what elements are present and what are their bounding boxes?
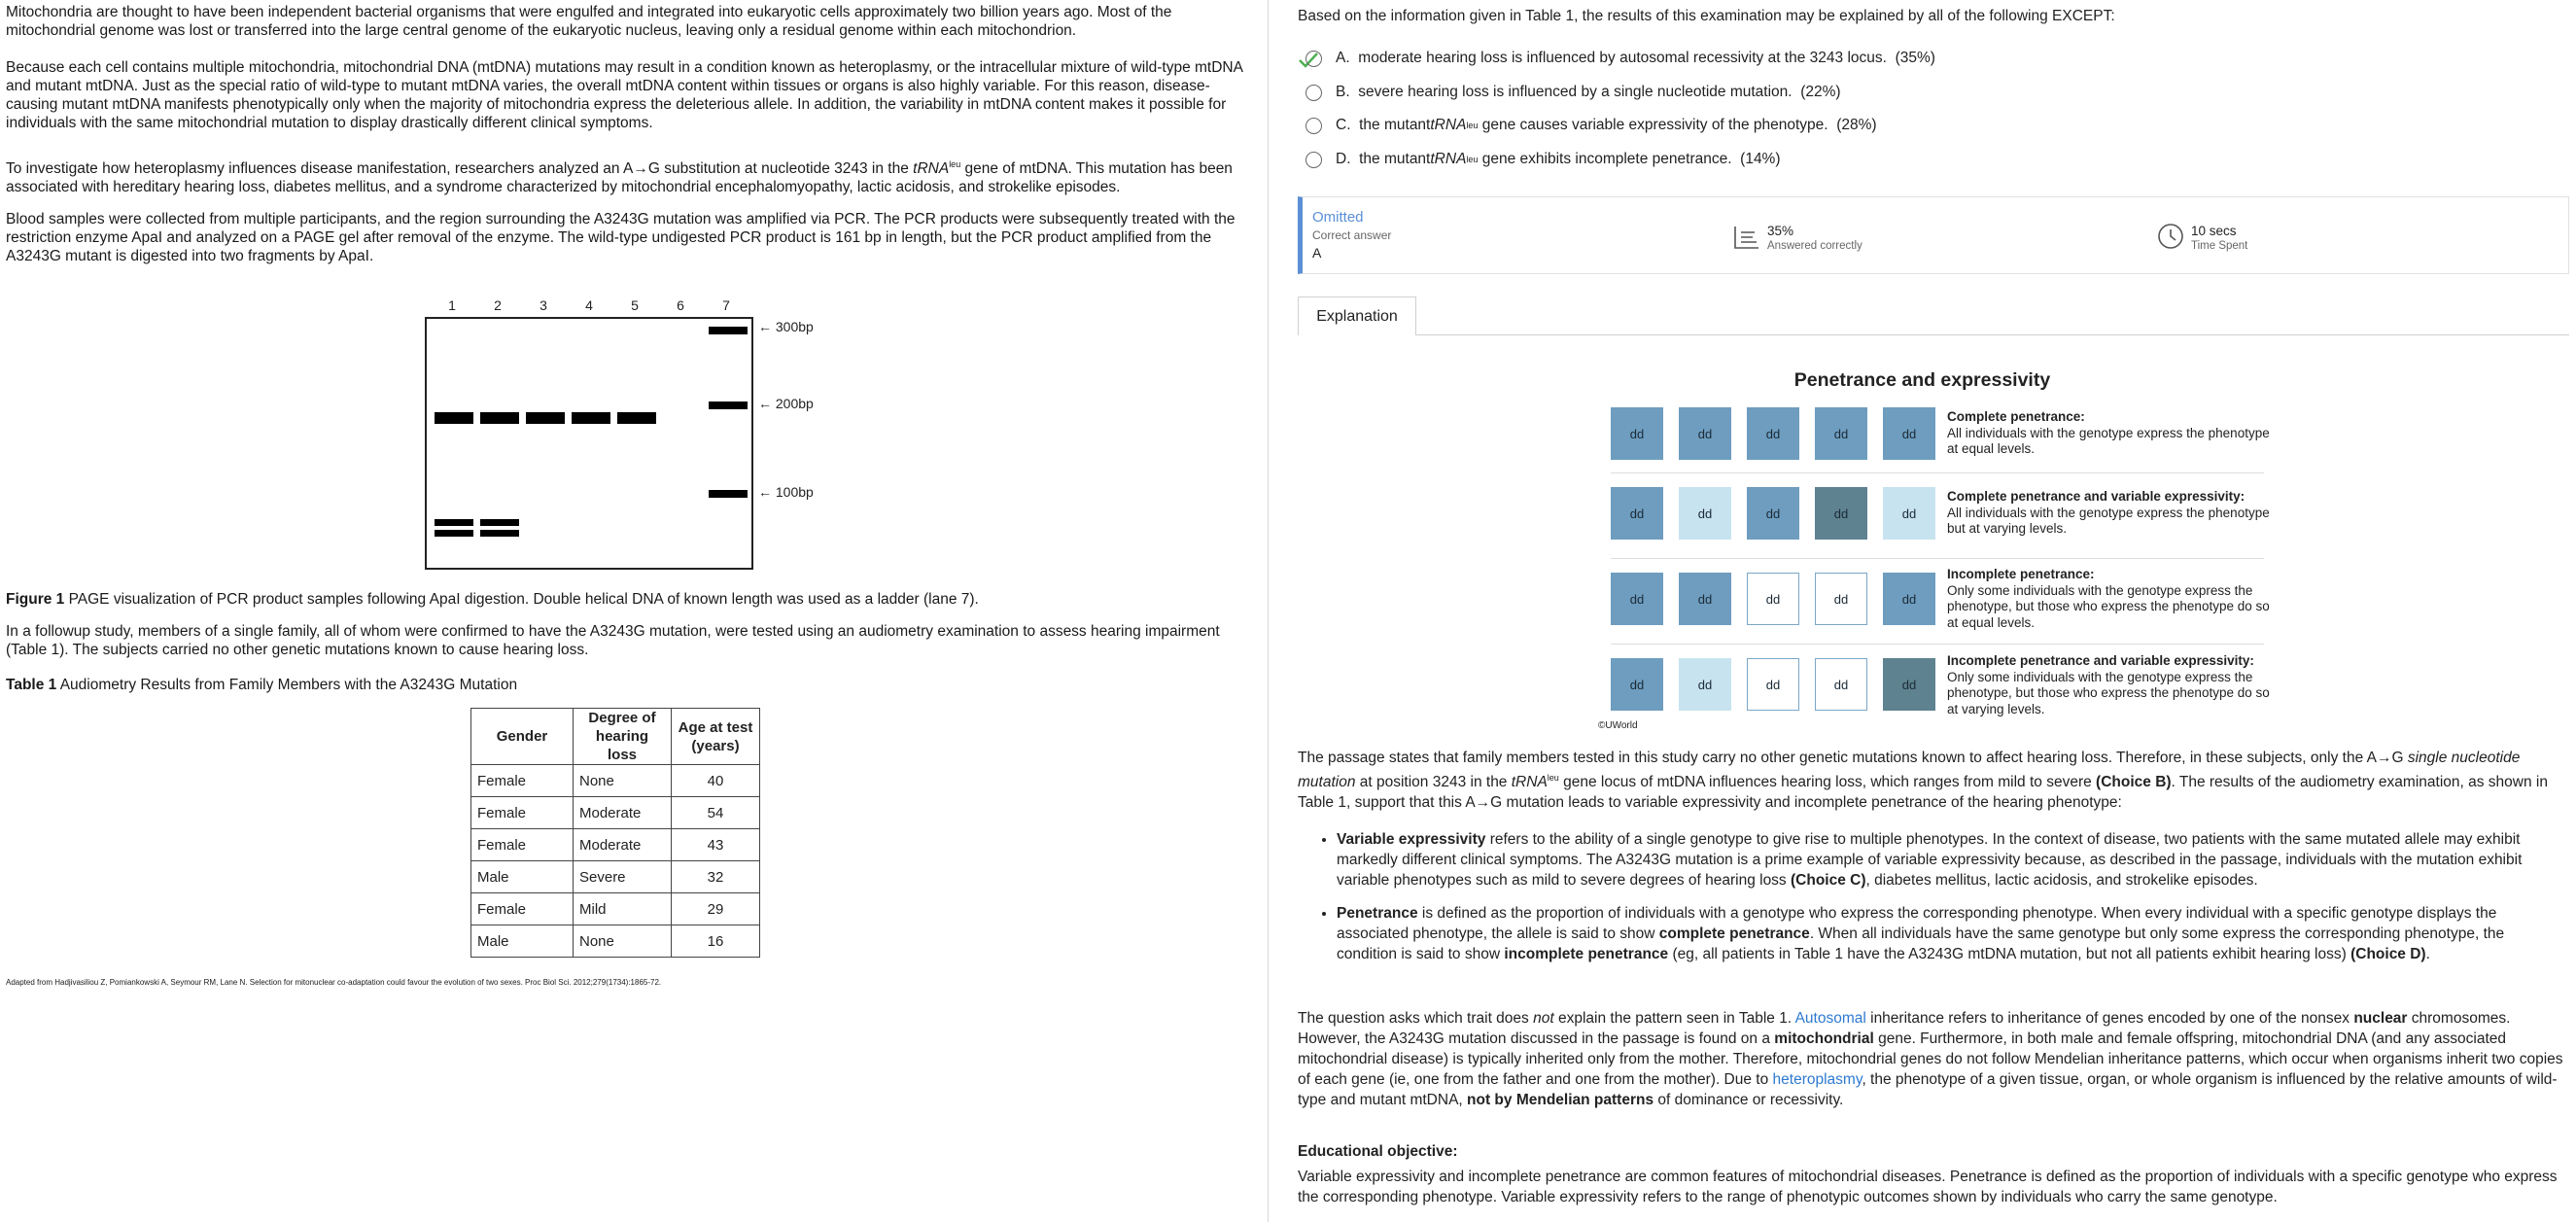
ladder-label-100: ← 100bp — [758, 484, 814, 500]
figure-separator — [1611, 644, 2264, 645]
lane-number: 4 — [585, 297, 593, 313]
band-161bp — [572, 412, 610, 424]
genotype-cell: dd — [1747, 573, 1799, 625]
gene-superscript: leu — [1466, 121, 1479, 130]
genotype-cell: dd — [1611, 487, 1663, 540]
table-cell: None — [574, 765, 672, 797]
question-pane[interactable] — [1269, 0, 2576, 1222]
time-value: 10 secs — [2191, 224, 2237, 238]
answer-option-c[interactable] — [1305, 114, 1877, 137]
table-cell: 32 — [672, 861, 760, 893]
passage-p5: In a followup study, members of a single family, all of whom were confirmed to have the A3243G mutation, were tested using an audiometry examination to assess hearing impairment (Table 1). The subjects carried no other genetic mutations known to cause hearing loss. — [6, 623, 1220, 658]
figure-row-text: Incomplete penetrance and variable expressivity: Only some individuals with the genotype express the phenotype, but those who express the phenotype do so at varying levels. — [1947, 653, 2270, 716]
table-cell: 29 — [672, 893, 760, 925]
time-label: Time Spent — [2191, 240, 2248, 252]
link-heteroplasmy[interactable]: heteroplasmy — [1772, 1071, 1862, 1088]
genotype-cell: dd — [1611, 573, 1663, 625]
tab-divider — [1298, 334, 2569, 335]
genotype-cell: dd — [1815, 487, 1867, 540]
table-cell: Moderate — [574, 797, 672, 829]
genotype-cell: dd — [1815, 658, 1867, 711]
band-fragment — [435, 530, 473, 537]
option-percent: (35%) — [1895, 50, 1935, 66]
gel-box — [425, 317, 753, 570]
lane-number: 3 — [540, 297, 547, 313]
time-block — [2191, 224, 2247, 252]
gene-superscript: leu — [1466, 155, 1479, 164]
band-fragment — [435, 519, 473, 526]
ladder-label-200: ← 200bp — [758, 396, 814, 411]
table-row — [471, 797, 760, 829]
genotype-cell: dd — [1611, 658, 1663, 711]
passage-pane[interactable] — [0, 0, 1269, 1222]
educational-objective-text: Variable expressivity and incomplete penetrance are common features of mitochondrial diseases. Penetrance is defined as the proportion of individuals with a specific genotype who express the corresponding phenotype. Variable expressivity refers to the range of phenotypic outcomes shown by individuals who carry the same genotype. — [1298, 1169, 2558, 1205]
table-row — [471, 893, 760, 925]
status-text: Omitted — [1312, 209, 1364, 226]
genotype-cell: dd — [1747, 658, 1799, 711]
explanation-p2: The question asks which trait does not explain the pattern seen in Table 1. Autosomal inheritance refers to inheritance of genes encoded by one of the nonsex nuclear chromosomes. However, the A3243G mutation discussed in the passage is found on a mitochondrial gene. Furthermore, in both male and female offspring, mitochondrial DNA (and any associated mitochondrial disease) is typically inherited only from the mother. Therefore, mitochondrial genes do not follow Mendelian inheritance patterns, which occur when organisms inherit two copies of each gene (ie, one from the father and one from the mother). Due to heteroplasmy, the phenotype of a given tissue, organ, or whole organism is influenced by the relative amounts of wild-type and mutant mtDNA, not by Mendelian patterns of dominance or recessivity. — [1298, 1010, 2563, 1108]
answer-stats-bar — [1298, 196, 2569, 274]
table-row — [471, 829, 760, 861]
radio-button[interactable] — [1305, 85, 1322, 101]
option-letter: D. — [1336, 151, 1351, 167]
figure-row-text: Incomplete penetrance: Only some individuals with the genotype express the phenotype, but those who express the phenotype do so at equal levels. — [1947, 567, 2270, 630]
figure-separator — [1611, 472, 2264, 473]
table-cell: None — [574, 925, 672, 958]
table-cell: Mild — [574, 893, 672, 925]
ladder-band-100 — [709, 490, 748, 498]
option-text: gene causes variable expressivity of the phenotype. — [1481, 117, 1828, 133]
passage-p3: To investigate how heteroplasmy influences disease manifestation, researchers analyzed an A→G substitution at nucleotide 3243 in the tRNA$^{leu}$ gene of mtDNA. This mutation has been associated with hereditary hearing loss, diabetes mellitus, and a syndrome characterized by mitochondrial encephalomyopathy, lactic acidosis, and strokelike episodes. — [6, 159, 1233, 196]
genotype-cell: dd — [1679, 407, 1731, 460]
option-letter: A. — [1336, 50, 1350, 66]
option-percent: (22%) — [1800, 84, 1841, 100]
table-cell: 40 — [672, 765, 760, 797]
band-161bp — [526, 412, 565, 424]
band-fragment — [480, 530, 519, 537]
table-row — [471, 925, 760, 958]
lane-number: 1 — [448, 297, 456, 313]
lane-number: 7 — [722, 297, 730, 313]
figure-row-text: Complete penetrance and variable expressivity: All individuals with the genotype express the phenotype but at varying levels. — [1947, 489, 2270, 536]
table-row — [471, 765, 760, 797]
genotype-cell: dd — [1815, 573, 1867, 625]
option-letter: C. — [1336, 117, 1351, 133]
genotype-cell: dd — [1747, 407, 1799, 460]
explanation-bullets — [1298, 829, 2566, 977]
answer-option-d[interactable] — [1305, 148, 1781, 171]
table-cell: 54 — [672, 797, 760, 829]
table1-caption: Table 1 Audiometry Results from Family Members with the A3243G Mutation — [6, 677, 518, 693]
radio-button[interactable] — [1305, 152, 1322, 168]
table-cell: Female — [471, 765, 574, 797]
question-stem: Based on the information given in Table 1, the results of this examination may be explained by all of the following EXCEPT: — [1298, 8, 2115, 24]
bar-chart-icon — [1733, 225, 1760, 250]
passage-p4: Blood samples were collected from multiple participants, and the region surrounding the A3243G mutation was amplified via PCR. The PCR products were subsequently treated with the restriction enzyme ApaI and analyzed on a PAGE gel after removal of the enzyme. The wild-type undigested PCR product is 161 bp in length, but the PCR product amplified from the A3243G mutant is digested into two fragments by ApaI. — [6, 211, 1236, 264]
table-row — [471, 861, 760, 893]
table-header: Gender — [471, 709, 574, 765]
option-text: the mutant — [1359, 151, 1431, 167]
option-text: moderate hearing loss is influenced by autosomal recessivity at the 3243 locus. — [1358, 50, 1887, 66]
lane-number: 2 — [494, 297, 502, 313]
audiometry-table — [470, 708, 760, 958]
figure-separator — [1611, 558, 2264, 559]
table-cell: Moderate — [574, 829, 672, 861]
genotype-cell: dd — [1883, 407, 1935, 460]
table-header: Degree of hearing loss — [574, 709, 672, 765]
figure-row-text: Complete penetrance: All individuals with the genotype express the phenotype at equal levels. — [1947, 409, 2270, 456]
percent-value: 35% — [1767, 224, 1794, 238]
explanation-p1: The passage states that family members tested in this study carry no other genetic mutations known to affect hearing loss. Therefore, in these subjects, only the A→G single nucleotide mutation at position 3243 in the tRNA$^{leu}$ gene locus of mtDNA influences hearing loss, which ranges from mild to severe (Choice B). The results of the audiometry examination, as shown in Table 1, support that this A→G mutation leads to variable expressivity and incomplete penetrance of the hearing phenotype: — [1298, 750, 2548, 812]
link-autosomal[interactable]: Autosomal — [1794, 1010, 1866, 1027]
clock-icon — [2157, 223, 2184, 250]
genotype-cell: dd — [1747, 487, 1799, 540]
genotype-cell: dd — [1883, 487, 1935, 540]
table-header: Age at test (years) — [672, 709, 760, 765]
band-161bp — [480, 412, 519, 424]
band-161bp — [435, 412, 473, 424]
radio-button[interactable] — [1305, 51, 1322, 67]
ladder-band-300 — [709, 327, 748, 334]
table-header-row — [471, 709, 760, 765]
correct-answer-value: A — [1312, 245, 1322, 261]
option-text: severe hearing loss is influenced by a single nucleotide mutation. — [1358, 84, 1793, 100]
lane-number: 5 — [631, 297, 639, 313]
table-cell: 16 — [672, 925, 760, 958]
passage-p1: Mitochondria are thought to have been independent bacterial organisms that were engulfed and integrated into eukaryotic cells approximately two billion years ago. Most of the mitochondrial genome was lost or transferred into the large central genome of the eukaryotic nucleus, leaving only a residual genome within each mitochondrion. — [6, 4, 1172, 39]
table-cell: Female — [471, 893, 574, 925]
genotype-cell: dd — [1815, 407, 1867, 460]
copyright: ©UWorld — [1598, 720, 1638, 731]
list-item: • Penetrance is defined as the proportion of individuals with a genotype who express the corresponding phenotype. When every individual with a specific genotype displays the associated phenotype, the allele is said to show complete penetrance. When all individuals have the same genotype but only some express the corresponding phenotype, the condition is said to show incomplete penetrance (eg, all patients in Table 1 have the A3243G mtDNA mutation, but not all patients exhibit hearing loss) (Choice D). — [1337, 903, 2566, 964]
option-letter: B. — [1336, 84, 1350, 100]
tab-explanation[interactable]: Explanation — [1298, 297, 1416, 335]
educational-objective-title: Educational objective: — [1298, 1143, 1458, 1160]
band-161bp — [617, 412, 656, 424]
radio-button[interactable] — [1305, 118, 1322, 134]
genotype-cell: dd — [1679, 658, 1731, 711]
table-cell: Female — [471, 797, 574, 829]
citation: Adapted from Hadjivasiliou Z, Pomiankowski A, Seymour RM, Lane N. Selection for mitonuclear co-adaptation could favour the evolution of two sexes. Proc Biol Sci. 2012;279(1734):1865-72. — [6, 978, 662, 987]
table-cell: Severe — [574, 861, 672, 893]
ladder-label-300: ← 300bp — [758, 319, 814, 334]
genotype-cell: dd — [1679, 573, 1731, 625]
figure1-caption: Figure 1 PAGE visualization of PCR product samples following ApaI digestion. Double helical DNA of known length was used as a ladder (lane 7). — [6, 591, 979, 608]
correct-answer-label: Correct answer — [1312, 228, 1392, 242]
option-percent: (14%) — [1740, 151, 1781, 167]
option-text: gene exhibits incomplete penetrance. — [1481, 151, 1732, 167]
table-cell: Male — [471, 925, 574, 958]
option-text: the mutant — [1359, 117, 1431, 133]
gene-name: tRNA — [1430, 151, 1467, 167]
genotype-cell: dd — [1679, 487, 1731, 540]
list-item: • Variable expressivity refers to the ability of a single genotype to give rise to multiple phenotypes. In the context of disease, two patients with the same mutated allele may exhibit markedly different clinical symptoms. The A3243G mutation is a prime example of variable expressivity because, as described in the passage, individuals with the mutation exhibit variable phenotypes such as mild to severe degrees of hearing loss (Choice C), diabetes mellitus, lactic acidosis, and strokelike episodes. — [1337, 829, 2566, 890]
genotype-cell: dd — [1883, 658, 1935, 711]
answer-option-b[interactable] — [1305, 81, 1841, 104]
option-percent: (28%) — [1836, 117, 1877, 133]
figure-title: Penetrance and expressivity — [1793, 369, 2051, 391]
gene-name: tRNA — [1430, 117, 1467, 133]
table-cell: Male — [471, 861, 574, 893]
omitted-block — [1312, 209, 1391, 261]
genotype-cell: dd — [1611, 407, 1663, 460]
percent-label: Answered correctly — [1767, 240, 1862, 252]
answer-option-a[interactable] — [1305, 47, 1935, 70]
genotype-cell: dd — [1883, 573, 1935, 625]
ladder-band-200 — [709, 402, 748, 409]
passage-p2: Because each cell contains multiple mitochondria, mitochondrial DNA (mtDNA) mutations may result in a condition known as heteroplasmy, or the intracellular mixture of wild-type mtDNA and mutant mtDNA. Just as the special ratio of wild-type to mutant mtDNA varies, the overall mtDNA content within tissues or organs is also highly variable. For this reason, disease-causing mutant mtDNA manifests phenotypically only when the majority of mitochondria express the deleterious allele. In addition, the variability in mtDNA content makes it possible for individuals with the same mitochondrial mutation to display drastically different clinical symptoms. — [6, 59, 1243, 131]
percent-block — [1767, 224, 1862, 252]
lane-number: 6 — [677, 297, 684, 313]
table-cell: 43 — [672, 829, 760, 861]
band-fragment — [480, 519, 519, 526]
table-cell: Female — [471, 829, 574, 861]
